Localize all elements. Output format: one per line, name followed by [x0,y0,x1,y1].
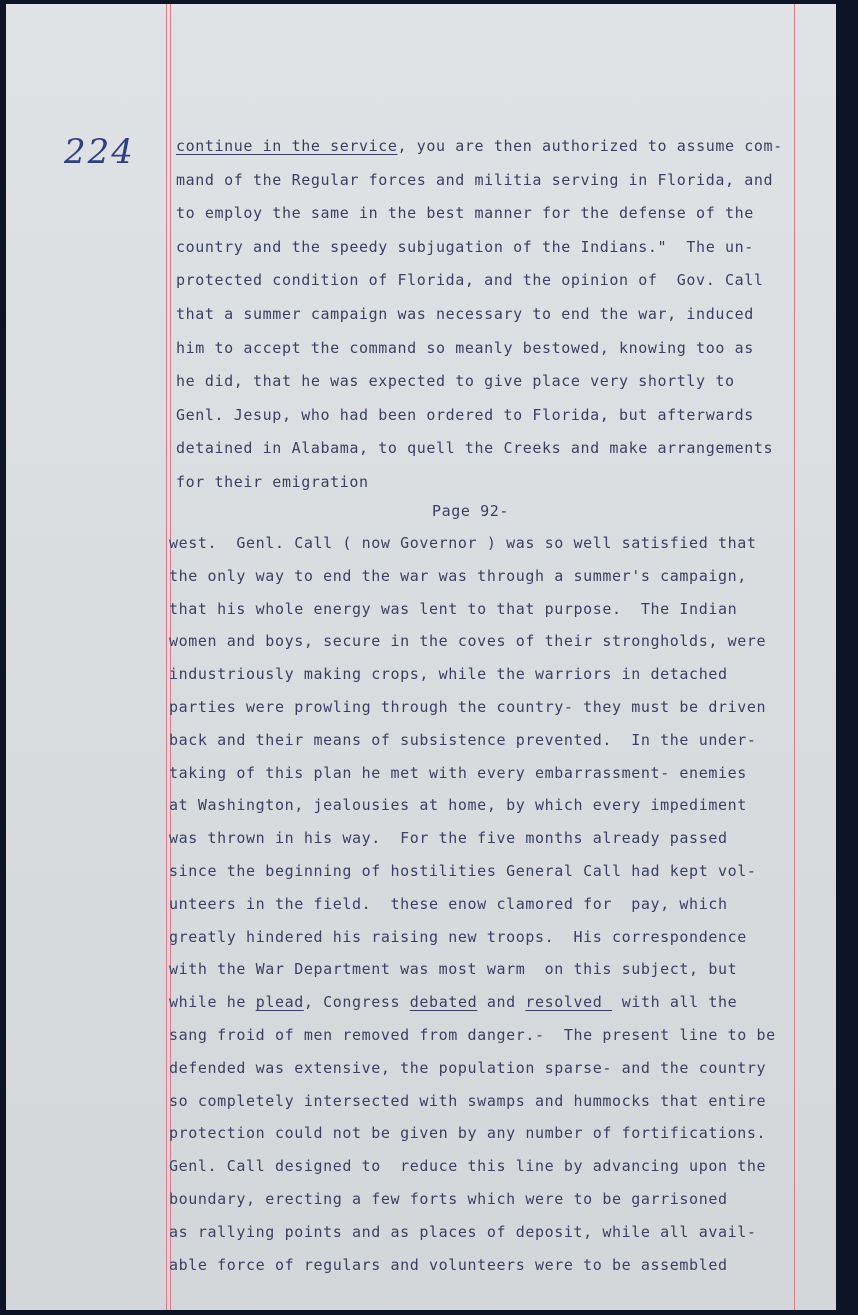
underlined-text: plead [255,993,304,1012]
text-line [169,534,756,552]
text-line [169,567,747,585]
text-line [169,731,756,749]
text-segment: to employ the same in the best manner for the defense of the [176,204,754,223]
text-segment: the only way to end the war was through a summer's campaign, [169,566,747,585]
text-line [169,1092,766,1110]
text-line [169,665,728,683]
text-line [169,1124,766,1142]
text-line [169,862,756,880]
text-segment: as rallying points and as places of deposit, while all avail- [169,1222,757,1241]
text-segment: Genl. Call designed to reduce this line by advancing upon the [169,1157,767,1176]
text-segment: women and boys, secure in the coves of their strongholds, were [169,632,767,651]
text-segment: detained in Alabama, to quell the Creeks and make arrangements [176,439,774,458]
text-line [169,960,737,978]
text-line [176,271,763,289]
text-segment: back and their means of subsistence prevented. In the under- [169,730,757,749]
text-line [176,171,773,189]
text-line [176,238,754,256]
left-margin-rule [166,4,167,1310]
text-line [169,993,737,1011]
page-marker: Page 92- [432,502,510,520]
right-margin-rule [794,4,795,1310]
text-segment: was thrown in his way. For the five months already passed [169,829,728,848]
text-line [176,204,754,222]
text-segment: parties were prowling through the country- they must be driven [169,698,767,716]
text-line [169,1059,766,1077]
text-line [176,406,754,424]
text-segment: so completely intersected with swamps and hummocks that entire [169,1091,767,1110]
text-segment: with all the [612,993,738,1012]
handwritten-folio-number: 224 [64,132,135,172]
text-segment: unteers in the field. these enow clamored for pay, which [169,894,728,913]
text-segment: at Washington, jealousies at home, by which every impediment [169,796,747,815]
text-line [169,928,747,946]
text-segment: while he [169,993,256,1012]
underlined-text: resolved [525,993,613,1012]
text-line [169,829,728,847]
text-segment: that his whole energy was lent to that purpose. The Indian [169,599,738,618]
underlined-text: continue in the service [176,137,398,155]
text-line [169,1256,728,1274]
text-line [176,372,735,390]
typescript-page [6,4,836,1310]
text-line [169,632,766,650]
text-segment: for their emigration [176,473,369,491]
text-line [169,1190,728,1208]
text-line [176,137,783,155]
text-segment: boundary, erecting a few forts which were to be garrisoned [169,1190,728,1208]
text-segment: him to accept the command so meanly bestowed, knowing too as [176,338,754,357]
underlined-text: debated [409,993,478,1012]
text-segment: sang froid of men removed from danger.- The present line to be [169,1026,776,1044]
text-line [176,473,369,491]
text-line [169,895,728,913]
text-line [169,698,766,716]
text-segment: country and the speedy subjugation of the Indians." The un- [176,237,754,256]
text-segment: protected condition of Florida, and the opinion of Gov. Call [176,271,764,290]
text-segment: and [477,993,526,1012]
text-segment: since the beginning of hostilities General Call had kept vol- [169,862,757,880]
text-segment: , you are then authorized to assume com- [397,137,783,155]
left-margin-rule-inner [170,4,171,1310]
text-line [169,796,747,814]
text-segment: Genl. Jesup, who had been ordered to Florida, but afterwards [176,405,754,424]
text-segment: protection could not be given by any number of fortifications. [169,1124,767,1143]
text-line [176,339,754,357]
text-line [169,600,737,618]
text-segment: taking of this plan he met with every embarrassment- enemies [169,763,747,782]
text-line [169,1026,776,1044]
text-segment: west. Genl. Call ( now Governor ) was so well satisfied that [169,534,757,552]
text-segment: able force of regulars and volunteers were to be assembled [169,1255,728,1274]
text-segment: , Congress [303,993,410,1012]
text-segment: mand of the Regular forces and militia serving in Florida, and [176,170,774,189]
text-segment: that a summer campaign was necessary to end the war, induced [176,305,754,323]
text-segment: with the War Department was most warm on this subject, but [169,960,738,979]
text-line [176,305,754,323]
text-segment: he did, that he was expected to give place very shortly to [176,372,735,391]
text-line [169,1223,756,1241]
text-segment: greatly hindered his raising new troops. His correspondence [169,927,747,946]
text-line [169,1157,766,1175]
text-segment: defended was extensive, the population sparse- and the country [169,1058,767,1077]
text-segment: industriously making crops, while the warriors in detached [169,665,728,684]
text-line [169,764,747,782]
text-line [176,439,773,457]
